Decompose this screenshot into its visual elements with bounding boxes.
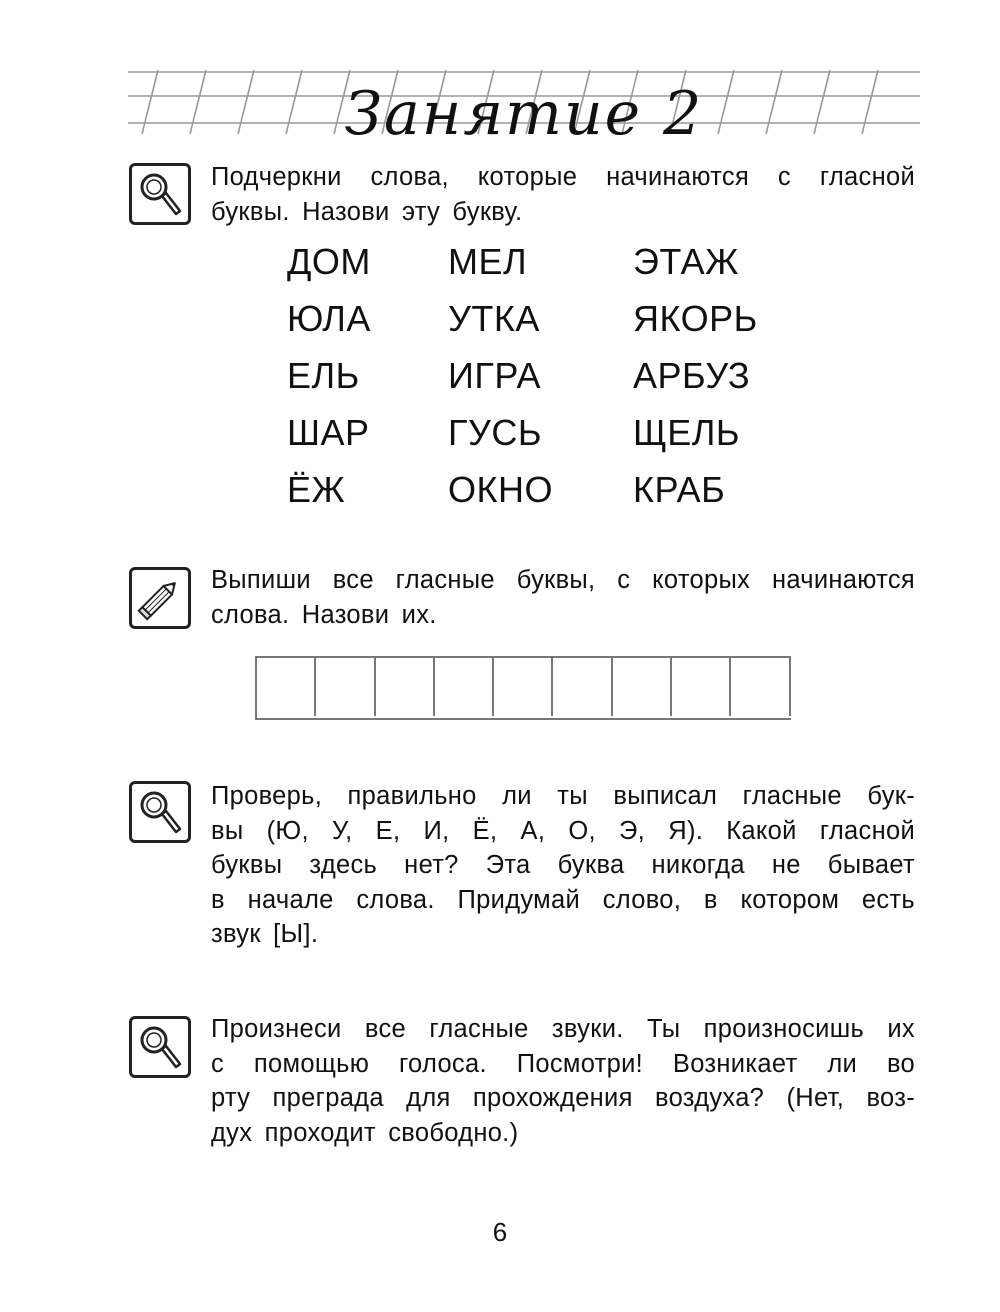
task1-instructions <box>211 160 915 229</box>
task3-line: вы (Ю, У, Е, И, Ё, А, О, Э, Я). Какой гласной <box>211 816 915 845</box>
task2-line: слова. Назови их. <box>211 600 437 629</box>
answer-cells <box>255 656 791 720</box>
task3-line: Проверь, правильно ли ты выписал гласные бук- <box>211 782 915 810</box>
answer-cell[interactable] <box>316 658 375 716</box>
answer-cell[interactable] <box>257 658 316 716</box>
task1-line: Подчеркни слова, которые начинаются с гласной <box>211 163 915 191</box>
magnifier-icon <box>129 1016 191 1078</box>
task3-line: звук [Ы]. <box>211 920 319 948</box>
word-item: ДОМ <box>287 241 371 282</box>
answer-cell[interactable] <box>672 658 731 716</box>
word-item: ЯКОРЬ <box>633 298 758 339</box>
word-item: УТКА <box>448 298 540 339</box>
task4-instructions <box>211 1012 915 1150</box>
task4-line: дух проходит свободно.) <box>211 1118 519 1147</box>
task2-instructions <box>211 563 915 632</box>
word-item: ЩЕЛЬ <box>633 412 741 453</box>
pencil-icon <box>129 567 191 629</box>
lesson-title: Занятие 2 <box>344 79 704 149</box>
word-item: ШАР <box>287 412 370 453</box>
word-item: АРБУЗ <box>633 355 751 396</box>
answer-cell[interactable] <box>553 658 612 716</box>
word-item: ЮЛА <box>287 298 371 339</box>
word-item: ОКНО <box>448 469 553 510</box>
page-number: 6 <box>492 1217 508 1247</box>
answer-cell[interactable] <box>376 658 435 716</box>
task3-line: буквы здесь нет? Эта буква никогда не бывает <box>211 851 915 879</box>
word-item: ГУСЬ <box>448 412 542 453</box>
word-item: ЁЖ <box>287 469 346 510</box>
task3-line: в начале слова. Придумай слово, в котором есть <box>211 885 915 914</box>
magnifier-icon <box>129 781 191 843</box>
answer-cell[interactable] <box>731 658 790 716</box>
task3-instructions <box>211 779 915 952</box>
word-item: МЕЛ <box>448 241 528 282</box>
answer-cell[interactable] <box>613 658 672 716</box>
task4-line: Произнеси все гласные звуки. Ты произносишь их <box>211 1015 915 1043</box>
word-item: ЭТАЖ <box>633 241 739 282</box>
word-item: ЕЛЬ <box>287 355 360 396</box>
answer-cell[interactable] <box>494 658 553 716</box>
word-item: ИГРА <box>448 355 541 396</box>
task1-line: буквы. Назови эту букву. <box>211 197 523 226</box>
lesson-header <box>128 62 920 149</box>
word-item: КРАБ <box>633 469 726 510</box>
magnifier-icon <box>129 163 191 225</box>
answer-cell[interactable] <box>435 658 494 716</box>
task4-line: с помощью голоса. Посмотри! Возникает ли во <box>211 1049 915 1078</box>
task4-line: рту преграда для прохождения воздуха? (Нет, воз- <box>211 1084 915 1112</box>
task2-line: Выпиши все гласные буквы, с которых начинаются <box>211 566 915 594</box>
